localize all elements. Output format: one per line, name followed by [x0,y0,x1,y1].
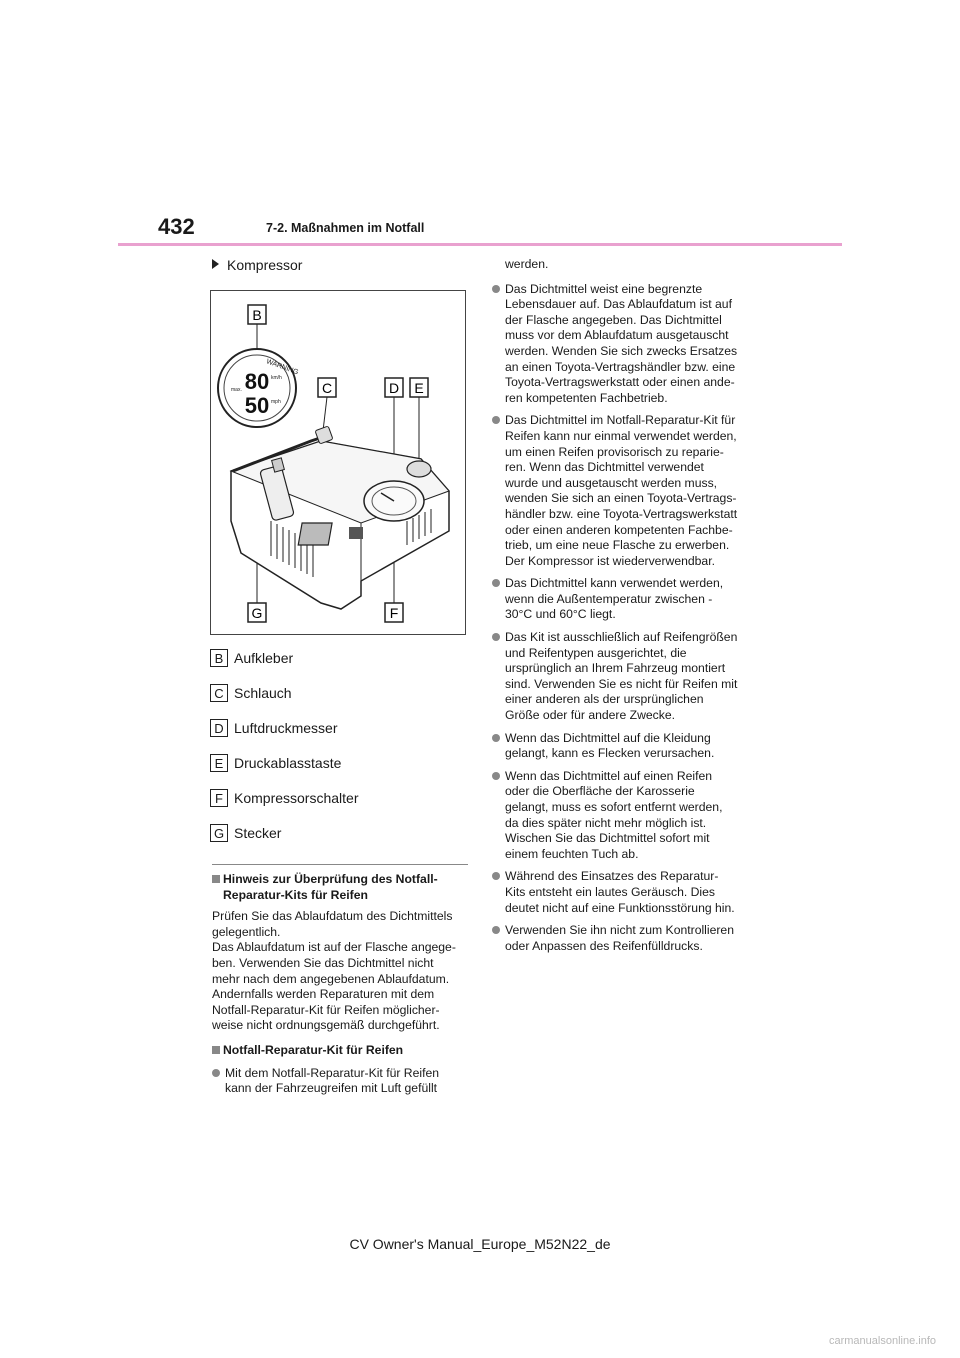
watermark: carmanualsonline.info [828,1335,936,1347]
text-line: oder die Oberfläche der Karosserie [505,784,695,799]
sticker-unit-kmh: km/h [271,375,282,381]
legend-key: F [210,789,228,807]
text-line: sind. Verwenden Sie es nicht für Reifen mit [505,676,738,691]
text-line: muss vor dem Ablaufdatum ausgetauscht [505,328,729,343]
text-line: Reifen kann nur einmal verwendet werden, [505,428,737,443]
text-line: händler bzw. eine Toyota-Vertragswerkstatt [505,506,738,521]
heading-kit-check [212,872,468,903]
text-line: einem feuchten Tuch ab. [505,846,639,861]
bullet-item [492,630,754,724]
callout-g: G [251,605,263,621]
figure-subheading-text: Kompressor [227,257,303,273]
text-line: gelegentlich. [212,924,281,939]
callout-c: C [321,380,333,396]
bullet-item [492,769,754,863]
heading-line: Reparatur-Kits für Reifen [223,887,368,902]
section-title: 7-2. Maßnahmen im Notfall [266,221,425,235]
bullet-item [492,731,754,762]
text-line: wenn die Außentemperatur zwischen - [505,591,713,606]
text-line: Das Dichtmittel im Notfall-Reparatur-Kit für [505,413,736,428]
bullet-item [492,282,754,407]
text-line: an einen Toyota-Vertragshändler bzw. eine [505,359,736,374]
callout-e: E [414,380,424,396]
legend-key: B [210,649,228,667]
text-line: oder Anpassen des Reifenfülldrucks. [505,938,703,953]
text-line: ben. Verwenden Sie das Dichtmittel nicht [212,955,434,970]
text-line: gelangt, muss es sofort entfernt werden, [505,800,723,814]
compressor-figure [210,290,466,635]
heading-kit: Notfall-Reparatur-Kit für Reifen [212,1043,468,1059]
legend-key: E [210,754,228,772]
right-column [492,257,754,954]
text-line: Das Dichtmittel kann verwendet werden, [505,576,724,591]
text-line: Das Kit ist ausschließlich auf Reifengrößen [505,630,738,645]
text-line: Größe oder für andere Zwecke. [505,708,676,723]
callout-f: F [389,605,399,621]
text-line: der Flasche angegeben. Das Dichtmittel [505,312,722,327]
text-line: Mit dem Notfall-Reparatur-Kit für Reifen [225,1065,440,1080]
text-line: Das Dichtmittel weist eine begrenzte [505,281,703,296]
legend-item [210,822,281,844]
legend-label: Luftdruckmesser [234,720,338,736]
text-line: Das Ablaufdatum ist auf der Flasche angege- [212,940,456,955]
text-line: werden. Wenden Sie sich zwecks Ersatzes [505,343,738,358]
text-line: 30°C und 60°C liegt. [505,607,616,622]
legend-item [210,717,337,739]
text-line: wenden Sie sich an einen Toyota-Vertrags- [505,491,737,506]
legend-label: Schlauch [234,685,292,701]
legend-item [210,647,293,669]
bullet-item [492,869,754,916]
text-line: und Reifentypen ausgerichtet, die [505,645,687,660]
text-line: ursprünglich an Ihrem Fahrzeug montiert [505,661,726,676]
text-line: gelangt, kann es Flecken verursachen. [505,746,715,761]
text-line: kann der Fahrzeugreifen mit Luft gefüllt [225,1081,438,1096]
callout-b: B [252,307,262,323]
text-line: Lebensdauer auf. Das Ablaufdatum ist auf [505,297,732,312]
text-line: Wenn das Dichtmittel auf einen Reifen [505,768,713,783]
text-line: trieb, um eine neue Flasche zu erwerben. [505,538,730,553]
section-divider [212,864,468,865]
bullet-item [212,1066,468,1097]
text-line: deutet nicht auf eine Funktionsstörung hin. [505,900,735,915]
legend-item [210,752,341,774]
text-line: da dies später nicht mehr möglich ist. [505,815,707,830]
triangle-icon [212,259,219,269]
paragraph-expiry [212,909,468,1034]
bullet-item [492,923,754,954]
legend-key: D [210,719,228,737]
figure-subheading [212,257,302,273]
bullet-item [492,576,754,623]
text-line: Prüfen Sie das Ablaufdatum des Dichtmittels [212,909,453,924]
text-line: um einen Reifen provisorisch zu reparie- [505,444,724,459]
legend-key: G [210,824,228,842]
callout-d: D [388,380,400,396]
continuation-text: werden. [505,257,549,271]
sticker-speed-mph: 50 [244,393,270,418]
legend [210,647,470,847]
sticker-speed-kmh: 80 [244,369,270,394]
text-line: Verwenden Sie ihn nicht zum Kontrollieren [505,923,734,938]
text-line: einer anderen als der ursprünglichen [505,692,704,707]
legend-label: Aufkleber [234,650,294,666]
bullet-item [492,413,754,569]
page-number: 432 [158,214,195,239]
legend-label: Stecker [234,825,282,841]
legend-key: C [210,684,228,702]
text-line: oder einen anderen kompetenten Fachbe- [505,522,733,537]
text-line: Während des Einsatzes des Reparatur- [505,869,719,884]
legend-item [210,787,359,809]
footer-text: CV Owner's Manual_Europe_M52N22_de [349,1236,611,1252]
text-line: Der Kompressor ist wiederverwendbar. [505,553,715,568]
text-line: Notfall-Reparatur-Kit für Reifen möglicher- [212,1002,440,1017]
text-line: ren kompetenten Fachbetrieb. [505,390,668,405]
text-line: Toyota-Vertragswerkstatt oder einen ande- [505,375,735,390]
header-rule [118,243,842,246]
text-line: mehr nach dem angegebenen Ablaufdatum. [212,971,450,986]
sticker-max: max. [231,387,242,393]
text-line: weise nicht ordnungsgemäß durchgeführt. [212,1018,440,1033]
heading-line: Hinweis zur Überprüfung des Notfall- [223,872,438,886]
text-line: Kits entsteht ein lautes Geräusch. Dies [505,884,716,899]
left-column [212,872,468,1097]
text-line: ren. Wenn das Dichtmittel verwendet [505,460,704,475]
legend-label: Kompressorschalter [234,790,359,806]
sticker-warning-text: WARNING [265,358,300,377]
text-line: Andernfalls werden Reparaturen mit dem [212,987,435,1002]
compressor-illustration [211,291,465,634]
legend-label: Druckablasstaste [234,755,342,771]
text-line: wurde und ausgetauscht werden muss, [505,475,718,490]
text-line: Wenn das Dichtmittel auf die Kleidung [505,730,711,745]
legend-item [210,682,292,704]
text-line: Wischen Sie das Dichtmittel sofort mit [505,831,710,846]
sticker-unit-mph: mph [271,399,281,405]
